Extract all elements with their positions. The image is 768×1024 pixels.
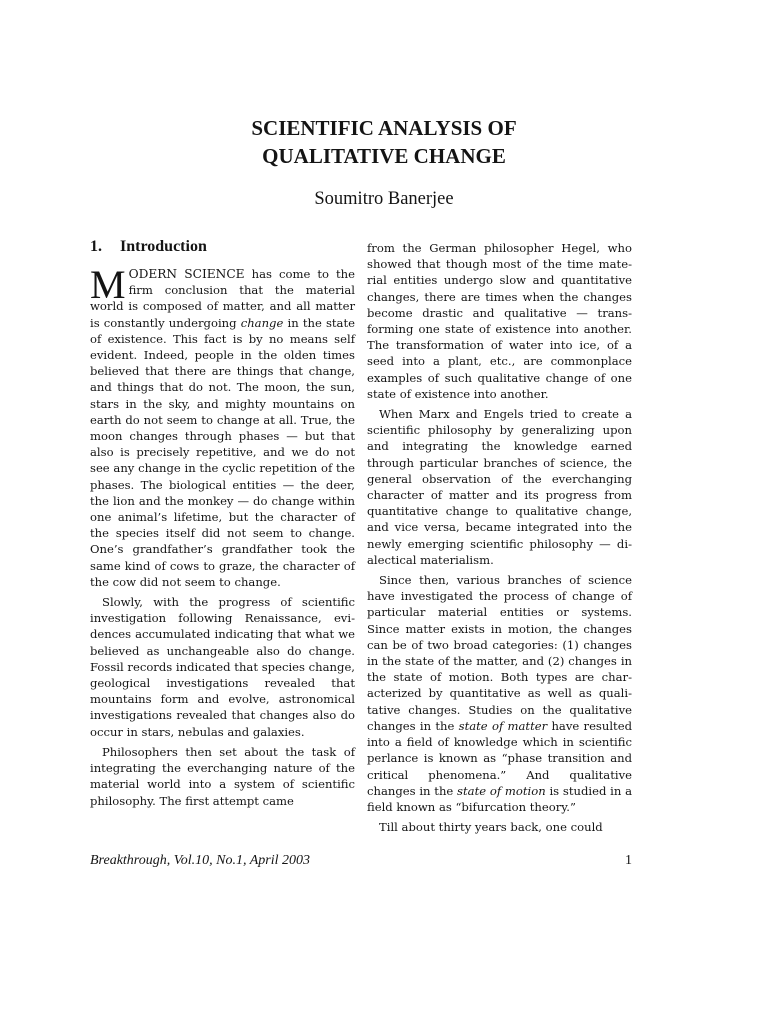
- paragraph: Till about thirty years back, one could: [379, 820, 603, 835]
- paragraph-text: in the state of existence. This fact is by no means self evident. Indeed, people in the olden times believed that there are things that change, and things that do not. The moon, the sun, stars in the sky, and mighty mountains on earth do not seem to change at all. True, the moon changes through phases — but that also is precisely repetitive, and we do not see any change in the cyclic repetition of the phases. The biological entities — the deer, the lion and the monkey — do change within one animal’s lifetime, but the character of the species itself did not seem to change. One’s grandfather’s grandfather took the same kind of cows to graze, the character of the cow did not seem to change.: [90, 315, 355, 589]
- section-heading: [90, 237, 207, 257]
- paragraph-text: have resulted into a field of knowledge which in scientific perlance is known as “phase transition and critical phenomena.” And qualitative changes in the: [367, 718, 633, 798]
- paragraph: When Marx and Engels tried to create a scientific philosophy by generalizing upon and integrating the knowledge earned through particular branches of science, the general observation of the everchanging character of matter and its progress from quantitative change to qualitative change, and vice versa, became integrated into the newly emerging scientific philosophy — dialectical materialism.: [367, 407, 632, 567]
- paper-title: [0, 114, 768, 170]
- paragraph: [367, 572, 632, 815]
- paragraph: Slowly, with the progress of scientific investigation following Renaissance, evidences accumulated indicating that what we believed as unchangeable also do change. Fossil records indicated that species change, geological investigations revealed that mountains form and evolve, astronomical investigations revealed that changes also do occur in stars, nebulas and galaxies.: [90, 595, 355, 739]
- drop-cap: M: [90, 262, 126, 307]
- journal-citation: Breakthrough, Vol.10, No.1, April 2003: [90, 853, 310, 868]
- section-number: 1.: [90, 238, 102, 255]
- emphasis: state of matter: [458, 718, 548, 733]
- title-line-1: SCIENTIFIC ANALYSIS OF: [251, 116, 517, 140]
- right-column: [367, 240, 632, 835]
- paragraph-text: is studied in a field known as “bifurcation theory.”: [367, 783, 632, 814]
- emphasis: state of motion: [457, 783, 546, 798]
- left-column: [90, 262, 355, 809]
- author-name: Soumitro Banerjee: [314, 189, 454, 209]
- section-title: Introduction: [120, 238, 207, 255]
- paragraph: [90, 262, 355, 590]
- emphasis: change: [240, 315, 284, 330]
- paragraph-text: Since then, various branches of science have investigated the process of change of particular material entities or systems. Since matter exists in motion, the changes can be of two broad categories: (1) changes in the state of the matter, and (2) changes in the state of motion. Both types are characterized by quantitative as well as qualitative changes. Studies on the qualitative changes in the: [367, 573, 632, 733]
- title-line-2: QUALITATIVE CHANGE: [262, 144, 506, 168]
- paragraph-text: has come to the firm conclusion that the material world is composed of matter, and all matter is constantly undergoing: [90, 267, 355, 330]
- page-number: 1: [625, 853, 632, 868]
- small-caps-lead: ODERN SCIENCE: [128, 267, 245, 281]
- paragraph: Philosophers then set about the task of integrating the everchanging nature of the material world into a system of scientific philosophy. The first attempt came: [90, 744, 355, 808]
- paragraph: from the German philosopher Hegel, who showed that though most of the time material entities undergo slow and quantitative changes, there are times when the changes become drastic and qualitative — transforming one state of existence into another. The transformation of water into ice, of a seed into a plant, etc., are commonplace examples of such qualitative change of one state of existence into another.: [367, 241, 632, 401]
